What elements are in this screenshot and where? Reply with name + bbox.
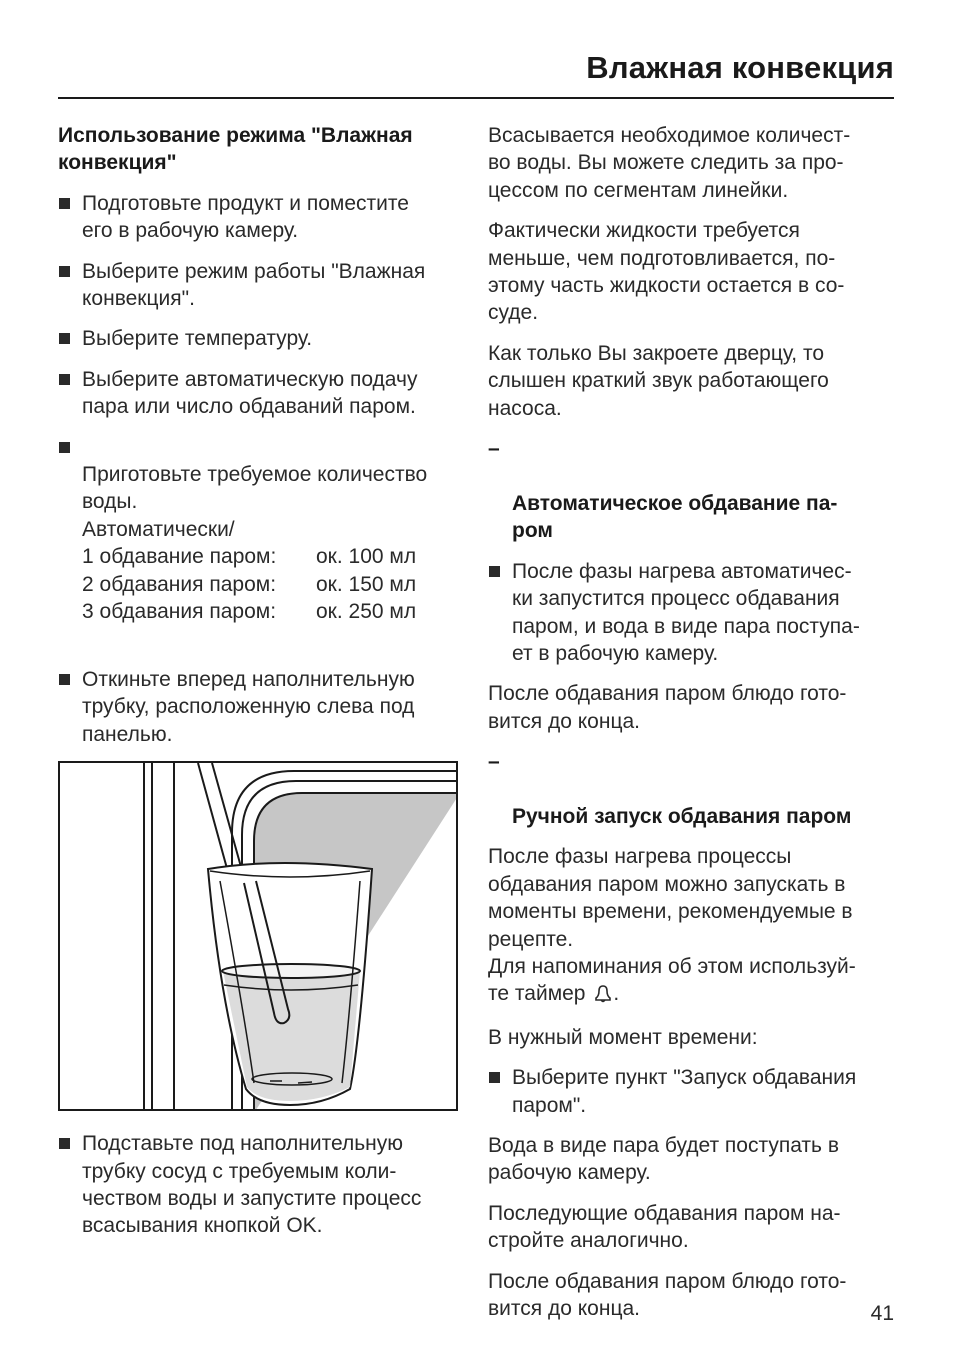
dash-marker: – xyxy=(488,437,500,461)
manual-steam-heading xyxy=(488,748,898,830)
quantity-value: ок. 250 мл xyxy=(316,600,417,624)
quantity-value: ок. 100 мл xyxy=(316,545,417,569)
glass-under-tube-drawing xyxy=(60,763,458,1111)
auto-steam-heading xyxy=(488,435,898,545)
step-prepare-water xyxy=(58,434,468,653)
step-prepare-product: Подготовьте продукт и поместите его в рабочую камеру. xyxy=(58,190,468,245)
section-heading: Использование режима "Влажная конвекция" xyxy=(58,124,413,175)
step-select-steam: Выберите автоматическую подачу пара или число обдаваний паром. xyxy=(58,366,468,421)
quantity-label: 3 обдавания паром: xyxy=(82,600,277,624)
select-start-steam-bullet: Выберите пункт "Запуск обдавания паром". xyxy=(488,1064,898,1119)
left-column xyxy=(58,122,468,1253)
dash-marker: – xyxy=(488,750,500,774)
title-divider xyxy=(58,97,894,99)
timer-reminder-end: . xyxy=(613,982,620,1006)
bell-icon xyxy=(593,983,613,1010)
right-column xyxy=(488,122,898,1335)
table-row xyxy=(82,543,416,570)
paragraph-manual-start xyxy=(488,843,898,1010)
auto-steam-heading-text: Автоматическое обдавание па- ром xyxy=(512,491,838,543)
quantity-value: ок. 150 мл xyxy=(316,572,417,596)
page-title: Влажная конвекция xyxy=(586,50,894,85)
step-select-mode: Выберите режим работы "Влажная конвекция". xyxy=(58,258,468,313)
table-row xyxy=(82,598,416,625)
water-quantity-table xyxy=(82,543,416,625)
paragraph-subsequent-steam: Последующие обдавания паром на- стройте аналогично. xyxy=(488,1201,841,1253)
quantity-label: 2 обдавания паром: xyxy=(82,572,277,596)
auto-steam-bullet: После фазы нагрева автоматичес- ки запустится процесс обдавания паром, и вода в виде пара поступа- ет в рабочую камеру. xyxy=(488,558,898,668)
step-prepare-water-text: Приготовьте требуемое количество воды. Автоматически/ xyxy=(82,463,428,541)
paragraph-suction: Всасывается необходимое количест- во воды. Вы можете следить за про- цессом по сегментам линейки. xyxy=(488,124,851,202)
filling-tube-illustration xyxy=(58,761,458,1111)
paragraph-liquid-remains: Фактически жидкости требуется меньше, чем подготовливается, по- этому часть жидкости остается в со- суде. xyxy=(488,219,845,325)
table-row xyxy=(82,571,416,598)
timer-reminder-text: Для напоминания об этом используй- те таймер xyxy=(488,954,856,1006)
paragraph-pump-sound: Как только Вы закроете дверцу, то слышен краткий звук работающего насоса. xyxy=(488,341,829,420)
page-number: 41 xyxy=(870,1302,894,1325)
manual-steam-heading-text: Ручной запуск обдавания паром xyxy=(512,804,852,828)
paragraph-steam-enters: Вода в виде пара будет поступать в рабочую камеру. xyxy=(488,1134,839,1185)
step-fold-filling-tube: Откиньте вперед наполнительную трубку, расположенную слева под панелью. xyxy=(58,666,468,748)
paragraph-finish-cooking-2: После обдавания паром блюдо гото- вится до конца. xyxy=(488,1269,847,1321)
quantity-label: 1 обдавание паром: xyxy=(82,545,277,569)
step-place-container: Подставьте под наполнительную трубку сосуд с требуемым коли- чеством воды и запустите процесс всасывания кнопкой OK. xyxy=(58,1130,468,1240)
paragraph-finish-cooking: После обдавания паром блюдо гото- вится до конца. xyxy=(488,682,847,733)
step-select-temperature: Выберите температуру. xyxy=(58,325,468,352)
paragraph-right-moment: В нужный момент времени: xyxy=(488,1025,758,1049)
paragraph-manual-start-text: После фазы нагрева процессы обдавания паром можно запускать в моменты времени, рекомендуемые в рецепте. xyxy=(488,845,853,951)
